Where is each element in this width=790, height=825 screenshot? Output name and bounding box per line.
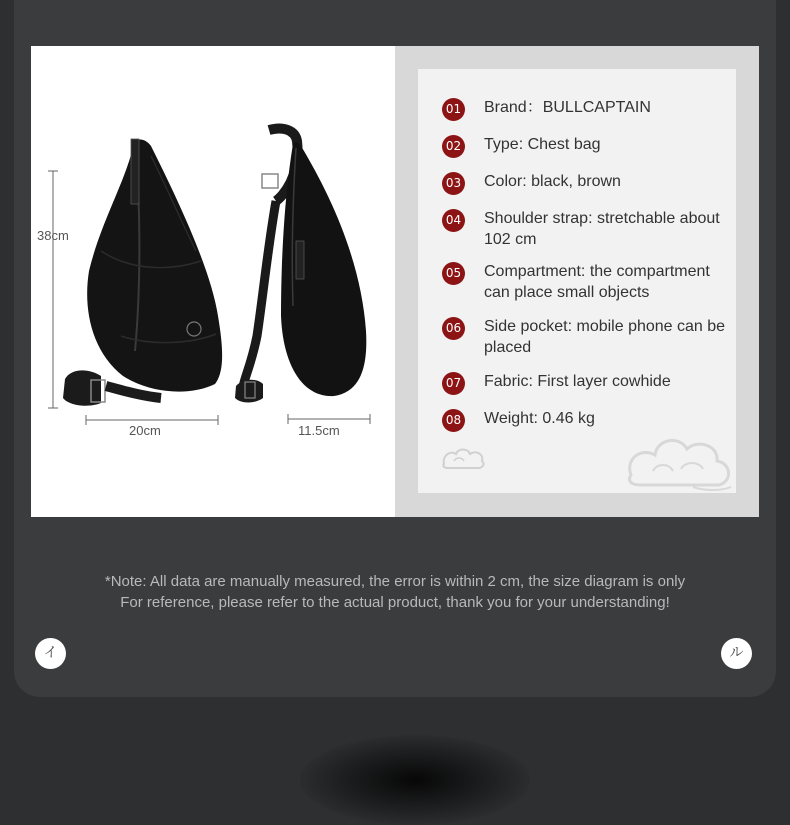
product-spec-card [31, 46, 759, 517]
spec-number-badge: 01 [442, 98, 465, 121]
spec-pane [395, 46, 759, 517]
spec-number-badge: 06 [442, 317, 465, 340]
spec-text: Color: black, brown [484, 173, 621, 190]
spec-number-badge: 02 [442, 135, 465, 158]
height-measure [48, 171, 58, 408]
spec-number-badge: 08 [442, 409, 465, 432]
previous-button[interactable]: イ [35, 638, 66, 669]
bag-dimension-illustration [31, 46, 395, 517]
bag-side-view [235, 128, 366, 402]
width-label: 20cm [129, 423, 161, 438]
spec-text: Type: Chest bag [484, 136, 601, 153]
large-cloud-ornament [623, 429, 735, 493]
spec-text: Shoulder strap: stretchable about 102 cm [484, 210, 720, 248]
spec-box [418, 69, 736, 493]
spec-text: Side pocket: mobile phone can be placed [484, 318, 726, 356]
spec-number-badge: 03 [442, 172, 465, 195]
spec-text: Fabric: First layer cowhide [484, 373, 671, 390]
spec-text: Brand：BULLCAPTAIN [484, 99, 651, 116]
bag-front-view [63, 139, 222, 406]
note-line-1: *Note: All data are manually measured, the error is within 2 cm, the size diagram is only [104, 573, 686, 590]
spec-number-badge: 05 [442, 262, 465, 285]
next-button[interactable]: ル [721, 638, 752, 669]
height-label: 38cm [37, 228, 69, 243]
spec-text: Compartment: the compartment can place small objects [484, 263, 710, 301]
small-cloud-ornament [440, 444, 488, 472]
spec-text: Weight: 0.46 kg [484, 410, 595, 427]
measurement-note [30, 571, 760, 613]
spec-number-badge: 04 [442, 209, 465, 232]
spec-number-badge: 07 [442, 372, 465, 395]
bottom-shadow [300, 735, 530, 825]
product-image-pane [31, 46, 395, 517]
note-line-2: For reference, please refer to the actual product, thank you for your understanding! [120, 594, 670, 611]
depth-label: 11.5cm [298, 423, 340, 438]
